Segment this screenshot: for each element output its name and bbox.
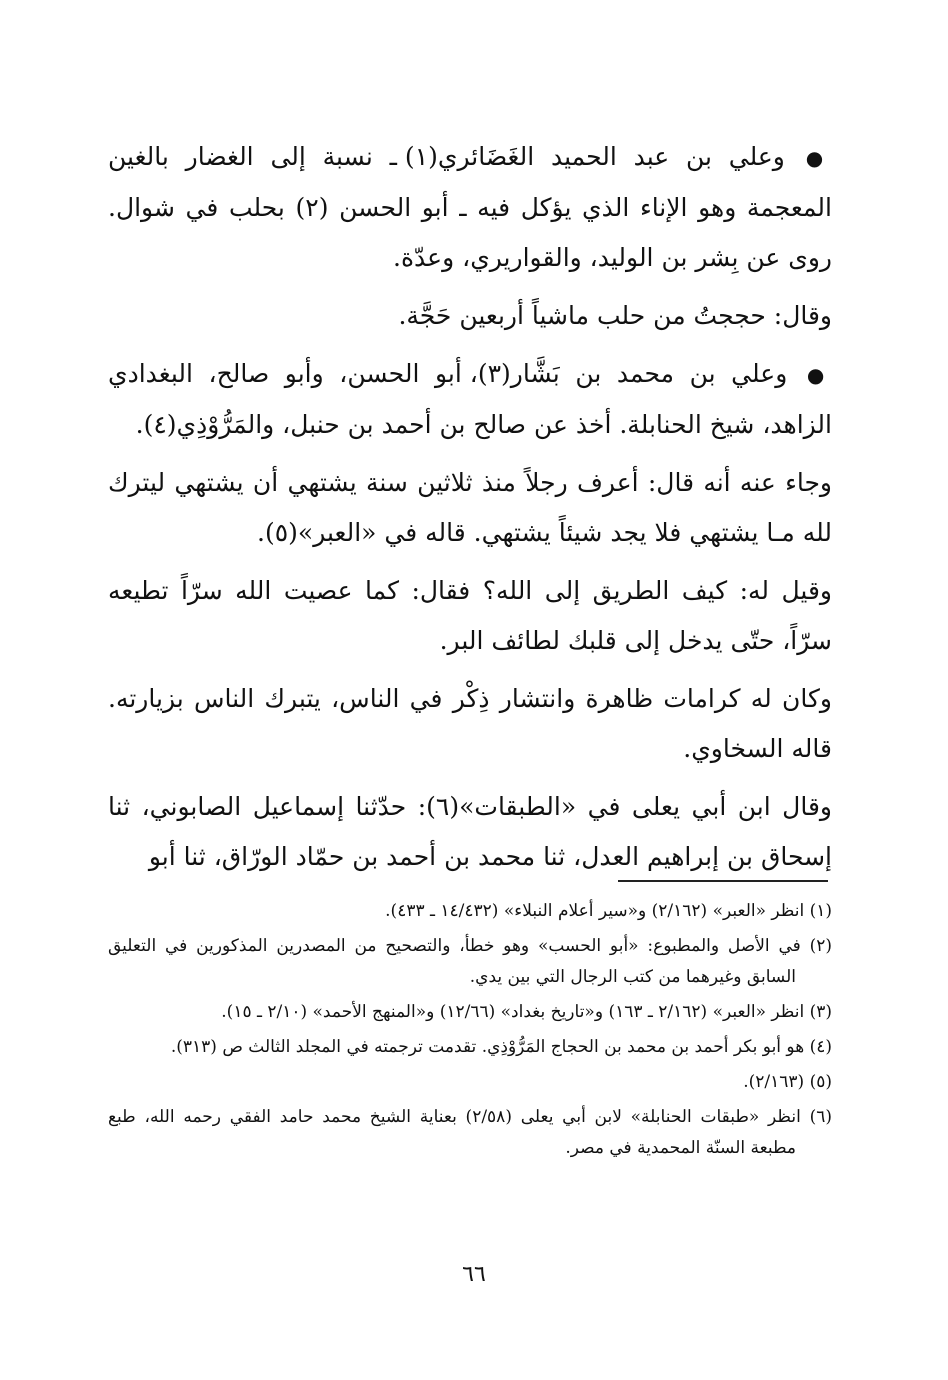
paragraph-5 [108, 566, 832, 666]
footnote-3: (٣) انظر «العبر» (٢/١٦٢ ـ ١٦٣) و«تاريخ بغداد» (١٢/٦٦) و«المنهج الأحمد» (٢/١٠ ـ ١٥). [221, 1002, 832, 1022]
footnote-6: (٦) انظر «طبقات الحنابلة» لابن أبي يعلى (٢/٥٨) بعناية الشيخ محمد حامد الفقي رحمه الله، طبع مطبعة السنّة المحمدية في مصر. [108, 1107, 832, 1158]
paragraph-text: وقيل له: كيف الطريق إلى الله؟ فقال: كما عصيت الله سرّاً تطيعه سرّاً، حتّى يدخل إلى قلبك لطائف البر. [108, 576, 832, 655]
paragraph-3 [108, 349, 832, 450]
paragraph-text: وجاء عنه أنه قال: أعرف رجلاً منذ ثلاثين سنة يشتهي أن يشتهي ليترك لله مـا يشتهي فلا يجد شيئاً يشتهي. قاله في «العبر»(٥). [108, 468, 832, 547]
paragraph-6 [108, 674, 832, 774]
paragraph-4 [108, 458, 832, 558]
paragraph-2 [108, 291, 832, 341]
footnote-divider [618, 880, 828, 882]
footnote-1: (١) انظر «العبر» (٢/١٦٢) و«سير أعلام النبلاء» (١٤/٤٣٢ ـ ٤٣٣). [385, 901, 832, 921]
paragraph-1 [108, 132, 832, 283]
footnotes [108, 896, 832, 1168]
footnote-2: (٢) في الأصل والمطبوع: «أبو الحسب» وهو خطأ، والتصحيح من المصدرين المذكورين في التعليق السابق وغيرهما من كتب الرجال التي بين يدي. [108, 936, 832, 987]
paragraph-text: وقال: حججتُ من حلب ماشياً أربعين حَجَّة. [398, 301, 832, 330]
paragraph-7 [108, 782, 832, 882]
paragraph-text: وعلي بن عبد الحميد الغَضَائري(١) ـ نسبة إلى الغضار بالغين المعجمة وهو الإناء الذي يؤكل فيه ـ أبو الحسن (٢) بحلب في شوال. روى عن بِشر بن الوليد، والقواريري، وعدّة. [108, 142, 832, 272]
page-number: ٦٦ [462, 1262, 486, 1287]
paragraph-text: وقال ابن أبي يعلى في «الطبقات»(٦): حدّثنا إسماعيل الصابوني، ثنا إسحاق بن إبراهيم العدل، ثنا محمد بن أحمد بن حمّاد الورّاق، ثنا أبو [108, 792, 832, 871]
bullet-marker: ● [805, 146, 833, 170]
footnote-4: (٤) هو أبو بكر أحمد بن محمد بن الحجاج المَرُّوْذِي. تقدمت ترجمته في المجلد الثالث ص (٣١٣). [170, 1037, 832, 1057]
paragraph-text: وعلي بن محمد بن بَشَّار(٣)، أبو الحسن، وأبو صالح، البغدادي الزاهد، شيخ الحنابلة. أخذ عن صالح بن أحمد بن حنبل، والمَرُّوْذِي(٤). [108, 359, 832, 439]
footnote-5: (٥) (٢/١٦٣). [743, 1072, 832, 1092]
main-text [108, 132, 832, 890]
bullet-marker: ● [806, 363, 833, 387]
paragraph-text: وكان له كرامات ظاهرة وانتشار ذِكْر في الناس، يتبرك الناس بزيارته. قاله السخاوي. [108, 684, 832, 763]
